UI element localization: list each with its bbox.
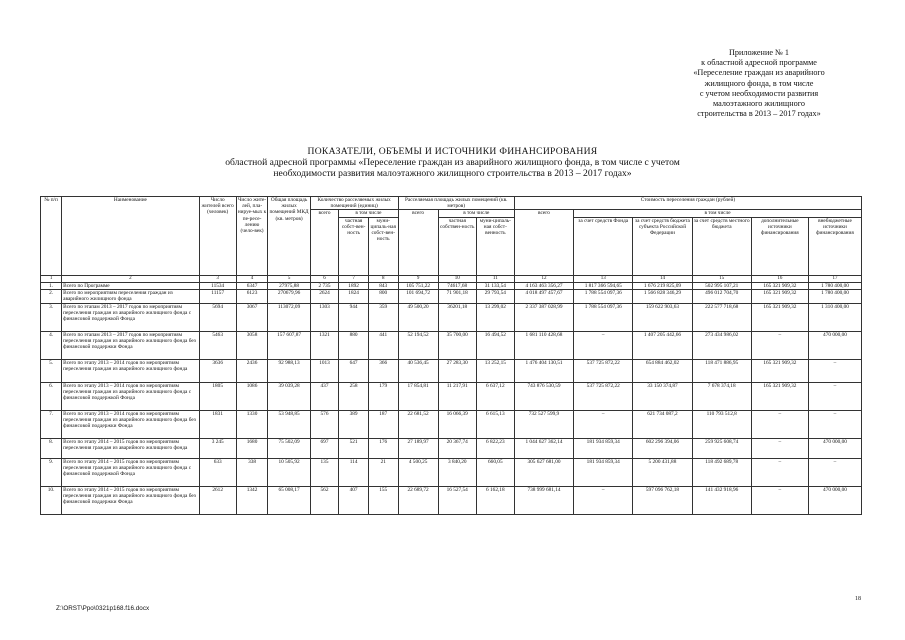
value-cell: 6 822,23: [476, 439, 514, 459]
column-index-cell: 10: [438, 275, 476, 282]
value-cell: 118 492 689,78: [692, 459, 751, 487]
value-cell: 75 502,09: [268, 439, 310, 459]
value-cell: 1 780 400,00: [808, 282, 861, 289]
value-cell: 496 012 704,70: [692, 290, 751, 304]
column-index-cell: 17: [808, 275, 861, 282]
col-header-sqm-total: всего: [398, 210, 438, 275]
value-cell: 1831: [199, 411, 236, 439]
value-cell: 4 018 497 457,67: [514, 290, 573, 304]
value-cell: 521: [339, 439, 369, 459]
value-cell: 576: [310, 411, 339, 439]
table-row: [41, 411, 862, 439]
appendix-line: с учетом необходимости развития: [699, 88, 819, 98]
value-cell: 114: [339, 459, 369, 487]
col-header-settle: Число жите-лей, пла-нируе-мых к пе-ресе-лению (чело-век): [236, 197, 268, 276]
value-cell: 1330: [236, 411, 268, 439]
value-cell: 135: [310, 459, 339, 487]
file-path: Z:\ORST\Ppo\0321p168.f16.docx: [56, 605, 150, 612]
table-body: [41, 275, 862, 514]
value-cell: 3058: [236, 332, 268, 360]
row-number-cell: 7.: [41, 411, 62, 439]
value-cell: 1805: [199, 383, 236, 411]
value-cell: 502 995 107,21: [692, 282, 751, 289]
value-cell: 1321: [310, 332, 339, 360]
table-row: [41, 360, 862, 383]
value-cell: 27 189,97: [398, 439, 438, 459]
value-cell: 1 407 205 442,66: [633, 332, 692, 360]
value-cell: –: [751, 439, 808, 459]
title-sub-2: необходимости развития малоэтажного жилищного строительства в 2013 – 2017 годах»: [273, 168, 632, 179]
row-name-cell: Всего по этапу 2014 – 2015 годов по мероприятиям переселения граждан из аварийного жилищного фонда: [62, 439, 200, 459]
value-cell: 65 008,17: [268, 487, 310, 515]
value-cell: 71 901,18: [438, 290, 476, 304]
value-cell: 179: [368, 383, 398, 411]
value-cell: –: [808, 459, 861, 487]
col-header-area: Общая площадь жилых помещений МКД (кв. метров): [268, 197, 310, 276]
value-cell: 16 494,52: [476, 332, 514, 360]
value-cell: 273 434 986,02: [692, 332, 751, 360]
appendix-line: «Переселение граждан из аварийного: [693, 68, 825, 78]
appendix-line: малоэтажного жилищного: [713, 99, 805, 109]
value-cell: 27975,88: [268, 282, 310, 289]
col-header-sqm: Расселяемая площадь жилых помещений (кв. метров): [398, 197, 514, 210]
row-name-cell: Всего по этапам 2013 – 2017 годов по мероприятиям переселения граждан из аварийного жилищного фонда без финансовой поддержки Фонда: [62, 332, 200, 360]
column-index-cell: 6: [310, 275, 339, 282]
value-cell: 11534: [199, 282, 236, 289]
column-index-cell: 13: [574, 275, 633, 282]
table-row: [41, 290, 862, 304]
column-index-cell: 9: [398, 275, 438, 282]
value-cell: 258: [339, 383, 369, 411]
value-cell: 338: [236, 459, 268, 487]
value-cell: 800: [368, 290, 398, 304]
value-cell: 437: [310, 383, 339, 411]
column-index-cell: 16: [751, 275, 808, 282]
value-cell: 537 725 872,22: [574, 360, 633, 383]
value-cell: 6 162,18: [476, 487, 514, 515]
value-cell: 2612: [199, 487, 236, 515]
appendix-line: к областной адресной программе: [701, 58, 817, 68]
row-number-cell: 3.: [41, 304, 62, 332]
value-cell: 562: [310, 487, 339, 515]
value-cell: 16 066,39: [438, 411, 476, 439]
value-cell: 113072,09: [268, 304, 310, 332]
title-main: ПОКАЗАТЕЛИ, ОБЪЕМЫ И ИСТОЧНИКИ ФИНАНСИРОВАНИЯ: [307, 146, 598, 157]
value-cell: 165 321 909,32: [751, 304, 808, 332]
value-cell: 187: [368, 411, 398, 439]
value-cell: 1824: [339, 290, 369, 304]
value-cell: 165 321 909,32: [751, 383, 808, 411]
col-header-municipal2: муни-ципаль-ная собст-венность: [476, 217, 514, 275]
value-cell: 181 934 859,34: [574, 459, 633, 487]
value-cell: 441: [368, 332, 398, 360]
value-cell: 52 194,52: [398, 332, 438, 360]
column-index-cell: 14: [633, 275, 692, 282]
row-name-cell: Всего по мероприятиям переселения граждан из аварийного жилищного фонда: [62, 290, 200, 304]
col-header-qty: Количество расселяемых жилых помещений (единиц): [310, 197, 398, 210]
value-cell: 13 252,15: [476, 360, 514, 383]
value-cell: 537 725 872,22: [574, 383, 633, 411]
value-cell: 3636: [199, 360, 236, 383]
value-cell: 880: [339, 332, 369, 360]
value-cell: 155: [368, 487, 398, 515]
row-name-cell: Всего по этапу 2013 – 2014 годов по мероприятиям переселения граждан из аварийного жилищного фонда без финансовой поддержки Фонда: [62, 411, 200, 439]
value-cell: 6 615,13: [476, 411, 514, 439]
col-header-extra: дополнительные источники финансирования: [751, 217, 808, 275]
column-index-cell: 1: [41, 275, 62, 282]
value-cell: 11 217,91: [438, 383, 476, 411]
col-header-municipal: муни-ципаль-ная собст-вен-ность: [368, 217, 398, 275]
appendix-note: [659, 48, 859, 119]
value-cell: 181 934 859,34: [574, 439, 633, 459]
value-cell: 1342: [236, 487, 268, 515]
col-header-fund: за счет средств Фонда: [574, 217, 633, 275]
value-cell: 407: [339, 487, 369, 515]
col-header-qty-total: всего: [310, 210, 339, 275]
value-cell: –: [574, 411, 633, 439]
row-name-cell: Всего по этапам 2013 – 2017 годов по мероприятиям переселения граждан из аварийного жилищного фонда с финансовой поддержкой Фонда: [62, 304, 200, 332]
value-cell: 22 681,52: [398, 411, 438, 439]
value-cell: 11157: [199, 290, 236, 304]
value-cell: 35 700,00: [438, 332, 476, 360]
row-number-cell: 6.: [41, 383, 62, 411]
value-cell: 92 988,13: [268, 360, 310, 383]
value-cell: 157 607,87: [268, 332, 310, 360]
value-cell: –: [808, 383, 861, 411]
value-cell: 1892: [339, 282, 369, 289]
value-cell: 1680: [236, 439, 268, 459]
value-cell: 1 566 828 346,29: [633, 290, 692, 304]
value-cell: 259 925 608,74: [692, 439, 751, 459]
value-cell: 3067: [236, 304, 268, 332]
value-cell: 697: [310, 439, 339, 459]
value-cell: 105 751,22: [398, 282, 438, 289]
col-header-local: за счет средств местного бюджета: [692, 217, 751, 275]
table-row: [41, 459, 862, 487]
row-number-cell: 8.: [41, 439, 62, 459]
value-cell: 1 788 554 097,36: [574, 304, 633, 332]
table-row: [41, 282, 862, 289]
value-cell: 5463: [199, 332, 236, 360]
value-cell: 7 678 374,18: [692, 383, 751, 411]
row-number-cell: 1.: [41, 282, 62, 289]
col-header-sqm-incl: в том числе: [438, 210, 514, 217]
value-cell: 470 000,00: [808, 332, 861, 360]
value-cell: 222 577 718,68: [692, 304, 751, 332]
column-index-cell: 4: [236, 275, 268, 282]
value-cell: 165 321 909,32: [751, 290, 808, 304]
column-index-cell: 11: [476, 275, 514, 282]
row-number-cell: 10.: [41, 487, 62, 515]
column-index-cell: 15: [692, 275, 751, 282]
col-header-private: частная собст-вен-ность: [339, 217, 369, 275]
value-cell: 2436: [236, 360, 268, 383]
value-cell: 597 096 762,18: [633, 487, 692, 515]
value-cell: 660,05: [476, 459, 514, 487]
value-cell: 4 163 463 356,27: [514, 282, 573, 289]
col-header-name: Наименование: [62, 197, 200, 276]
value-cell: 1 817 366 594,65: [574, 282, 633, 289]
value-cell: 270679,96: [268, 290, 310, 304]
value-cell: 13 299,02: [476, 304, 514, 332]
row-name-cell: Всего по этапу 2013 – 2014 годов по мероприятиям переселения граждан из аварийного жилищного фонда с финансовой поддержкой Фонда: [62, 383, 200, 411]
table-row: [41, 332, 862, 360]
row-name-cell: Всего по этапу 2014 – 2015 годов по мероприятиям переселения граждан из аварийного жилищного фонда с финансовой поддержкой Фонда: [62, 459, 200, 487]
appendix-line: строительства в 2013 – 2017 годах»: [697, 109, 821, 119]
column-index-row: [41, 275, 862, 282]
value-cell: 53 948,85: [268, 411, 310, 439]
col-header-offbudget: внебюджетные источники финансирования: [808, 217, 861, 275]
value-cell: 3 245: [199, 439, 236, 459]
column-index-cell: 7: [339, 275, 369, 282]
column-index-cell: 5: [268, 275, 310, 282]
value-cell: 29 793,54: [476, 290, 514, 304]
value-cell: 22 689,72: [398, 487, 438, 515]
col-header-cost: Стоимость переселения граждан (рублей): [514, 197, 861, 210]
row-name-cell: Всего по этапу 2013 – 2014 годов по мероприятиям переселения граждан из аварийного жилищного фонда: [62, 360, 200, 383]
value-cell: 33 150 374,87: [633, 383, 692, 411]
value-cell: 470 000,00: [808, 439, 861, 459]
value-cell: 36201,18: [438, 304, 476, 332]
row-number-cell: 2.: [41, 290, 62, 304]
value-cell: 6347: [236, 282, 268, 289]
value-cell: 4 500,25: [398, 459, 438, 487]
value-cell: 5694: [199, 304, 236, 332]
value-cell: 1 676 219 825,09: [633, 282, 692, 289]
value-cell: 2624: [310, 290, 339, 304]
page-number: 18: [855, 596, 861, 602]
value-cell: 1 310 400,00: [808, 304, 861, 332]
value-cell: 27 283,30: [438, 360, 476, 383]
value-cell: 39 039,28: [268, 383, 310, 411]
value-cell: 5 200 431,88: [633, 459, 692, 487]
table-row: [41, 487, 862, 515]
value-cell: 647: [339, 360, 369, 383]
value-cell: 101 694,72: [398, 290, 438, 304]
col-header-subject: за счет средств бюджета субъекта Российской Федерации: [633, 217, 692, 275]
title-sub-1: областной адресной программы «Переселение граждан из аварийного жилищного фонда, в том числе с учетом: [225, 157, 680, 168]
value-cell: 6 637,12: [476, 383, 514, 411]
value-cell: 31 133,54: [476, 282, 514, 289]
value-cell: –: [751, 459, 808, 487]
value-cell: 21: [368, 459, 398, 487]
value-cell: 1 780 400,00: [808, 290, 861, 304]
col-header-cost-incl: в том числе: [574, 210, 862, 217]
col-header-cost-total: всего: [514, 210, 573, 275]
value-cell: 732 527 599,9: [514, 411, 573, 439]
value-cell: 366: [368, 360, 398, 383]
value-cell: 20 367,74: [438, 439, 476, 459]
row-number-cell: 5.: [41, 360, 62, 383]
document-title: [0, 146, 905, 179]
value-cell: 49 500,20: [398, 304, 438, 332]
value-cell: 176: [368, 439, 398, 459]
value-cell: 3 840,20: [438, 459, 476, 487]
value-cell: 141 432 918,96: [692, 487, 751, 515]
col-header-qty-incl: в том числе: [339, 210, 398, 217]
value-cell: 1 044 627 362,14: [514, 439, 573, 459]
row-number-cell: 4.: [41, 332, 62, 360]
value-cell: 743 876 530,59: [514, 383, 573, 411]
value-cell: 470 000,00: [808, 487, 861, 515]
table-row: [41, 304, 862, 332]
table-row: [41, 383, 862, 411]
value-cell: 1 788 554 097,36: [574, 290, 633, 304]
value-cell: 843: [368, 282, 398, 289]
value-cell: 17 854,81: [398, 383, 438, 411]
appendix-line: жилищного фонда, в том числе: [704, 78, 814, 88]
value-cell: –: [574, 332, 633, 360]
row-number-cell: 9.: [41, 459, 62, 487]
financing-table: [40, 196, 862, 515]
value-cell: –: [751, 411, 808, 439]
value-cell: 165 321 909,32: [751, 282, 808, 289]
col-header-no: № п/п: [41, 197, 62, 276]
value-cell: 6123: [236, 290, 268, 304]
column-index-cell: 3: [199, 275, 236, 282]
col-header-private2: частная собствен-ность: [438, 217, 476, 275]
value-cell: 654 884 462,02: [633, 360, 692, 383]
value-cell: 389: [339, 411, 369, 439]
column-index-cell: 12: [514, 275, 573, 282]
value-cell: 1 681 110 428,68: [514, 332, 573, 360]
table-row: [41, 439, 862, 459]
value-cell: 1013: [310, 360, 339, 383]
value-cell: 621 734 087,2: [633, 411, 692, 439]
value-cell: 2 735: [310, 282, 339, 289]
row-name-cell: Всего по Программе: [62, 282, 200, 289]
value-cell: 1 476 404 130,51: [514, 360, 573, 383]
col-header-residents: Число жителей всего (человек): [199, 197, 236, 276]
value-cell: 633: [199, 459, 236, 487]
value-cell: –: [751, 487, 808, 515]
column-index-cell: 8: [368, 275, 398, 282]
value-cell: 738 999 681,14: [514, 487, 573, 515]
value-cell: –: [574, 487, 633, 515]
appendix-line: Приложение № 1: [729, 48, 789, 57]
value-cell: 1303: [310, 304, 339, 332]
value-cell: 110 793 512,8: [692, 411, 751, 439]
row-name-cell: Всего по этапу 2014 – 2015 годов по мероприятиям переселения граждан из аварийного жилищного фонда без финансовой поддержки Фонда: [62, 487, 200, 515]
column-index-cell: 2: [62, 275, 200, 282]
value-cell: 165 321 909,32: [751, 360, 808, 383]
value-cell: 359: [368, 304, 398, 332]
value-cell: –: [751, 332, 808, 360]
value-cell: 10 505,92: [268, 459, 310, 487]
value-cell: 16 527,54: [438, 487, 476, 515]
value-cell: 40 536,45: [398, 360, 438, 383]
value-cell: –: [808, 411, 861, 439]
value-cell: 944: [339, 304, 369, 332]
value-cell: 602 296 394,06: [633, 439, 692, 459]
value-cell: 2 337 387 028,99: [514, 304, 573, 332]
value-cell: 74617,68: [438, 282, 476, 289]
value-cell: 305 627 681,00: [514, 459, 573, 487]
value-cell: –: [808, 360, 861, 383]
value-cell: 118 471 886,95: [692, 360, 751, 383]
value-cell: 159 622 903,63: [633, 304, 692, 332]
value-cell: 1086: [236, 383, 268, 411]
